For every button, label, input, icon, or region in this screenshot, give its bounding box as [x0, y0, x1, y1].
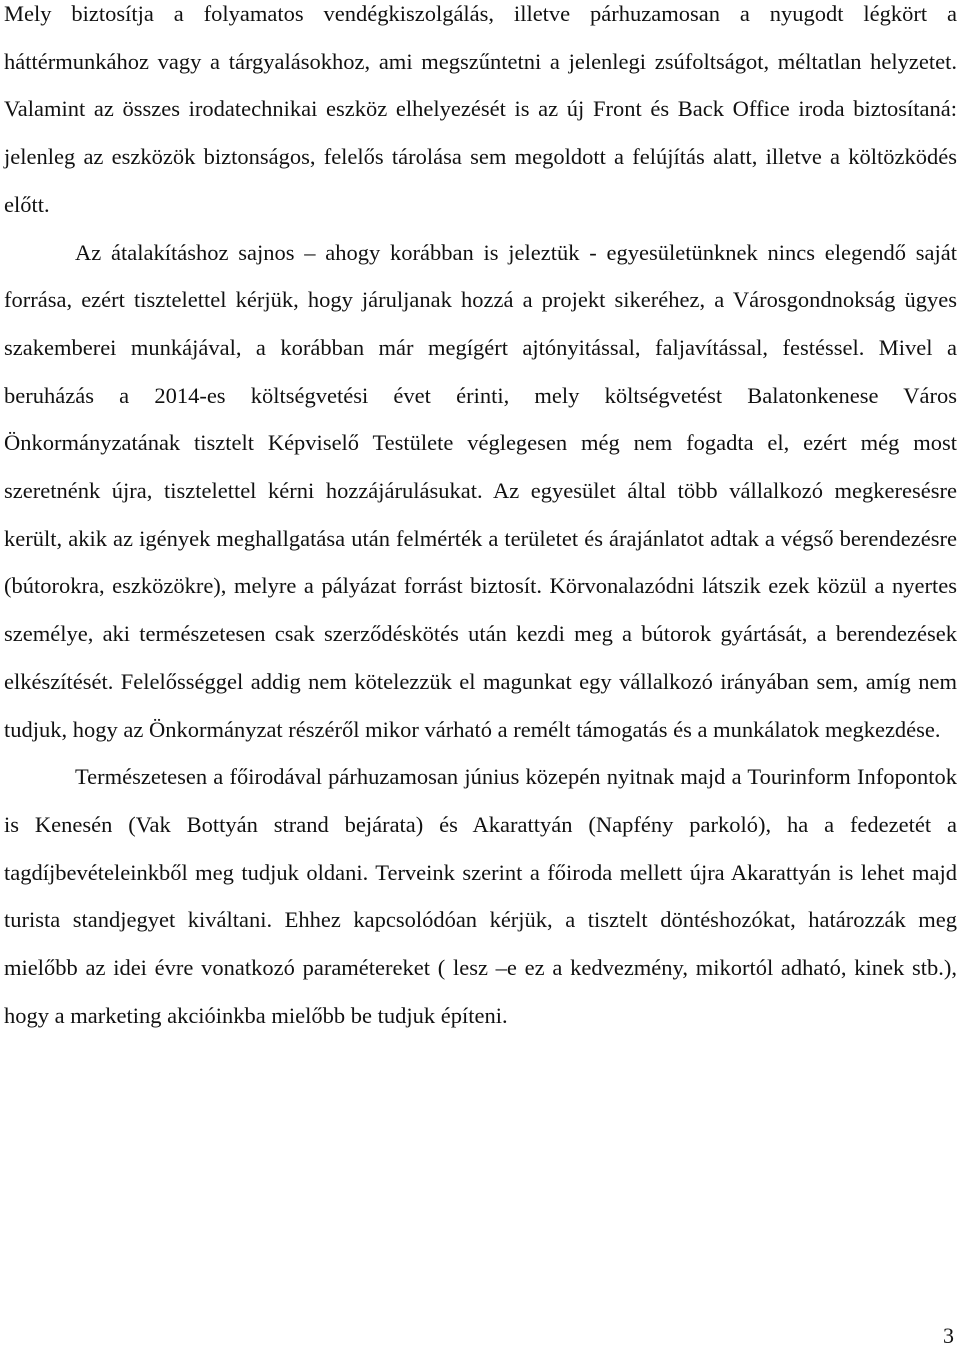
paragraph-1: Mely biztosítja a folyamatos vendégkiszolgálás, illetve párhuzamosan a nyugodt légkört a háttérmunkához vagy a tárgyalásokhoz, ami megszűntetni a jelenlegi zsúfoltságot, méltatlan helyzetet. Valamint az összes irodatechnikai eszköz elhelyezését is az új Front és Back Office iroda biztosítaná: jelenleg az eszközök biztonságos, felelős tárolása sem megoldott a felújítás alatt, illetve a költözködés előtt. — [4, 1, 957, 217]
body-text — [4, 0, 957, 1039]
paragraph-3: Természetesen a főirodával párhuzamosan június közepén nyitnak majd a Tourinform Infopontok is Kenesén (Vak Bottyán strand bejárata) és Akarattyán (Napfény parkoló), ha a fedezetét a tagdíjbevételeinkből meg tudjuk oldani. Terveink szerint a főiroda mellett újra Akarattyán is lehet majd turista standjegyet kiváltani. Ehhez kapcsolódóan kérjük, a tisztelt döntéshozókat, határozzák meg mielőbb az idei évre vonatkozó paramétereket ( lesz –e ez a kedvezmény, mikortól adható, kinek stb.), hogy a marketing akcióinkba mielőbb be tudjuk építeni. — [4, 764, 957, 1028]
page-number: 3 — [943, 1323, 954, 1348]
paragraph-2: Az átalakításhoz sajnos – ahogy korábban is jeleztük - egyesületünknek nincs elegendő saját forrása, ezért tisztelettel kérjük, hogy járuljanak hozzá a projekt sikeréhez, a Városgondnokság ügyes szakemberei munkájával, a korábban már megígért ajtónyitással, faljavítással, festéssel. Mivel a beruházás a 2014-es költségvetési évet érinti, mely költségvetést Balatonkenese Város Önkormányzatának tisztelt Képviselő Testülete véglegesen még nem fogadta el, ezért még most szeretnénk újra, tisztelettel kérni hozzájárulásukat. Az egyesület által több vállalkozó megkeresésre került, akik az igények meghallgatása után felmérték a területet és árajánlatot adtak a végső berendezésre (bútorokra, eszközökre), melyre a pályázat forrást biztosít. Körvonalazódni látszik ezek közül a nyertes személye, aki természetesen csak szerződéskötés után kezdi meg a bútorok gyártását, a berendezések elkészítését. Felelősséggel addig nem kötelezzük el magunkat egy vállalkozó irányában sem, amíg nem tudjuk, hogy az Önkormányzat részéről mikor várható a remélt támogatás és a munkálatok megkezdése. — [4, 239, 957, 742]
